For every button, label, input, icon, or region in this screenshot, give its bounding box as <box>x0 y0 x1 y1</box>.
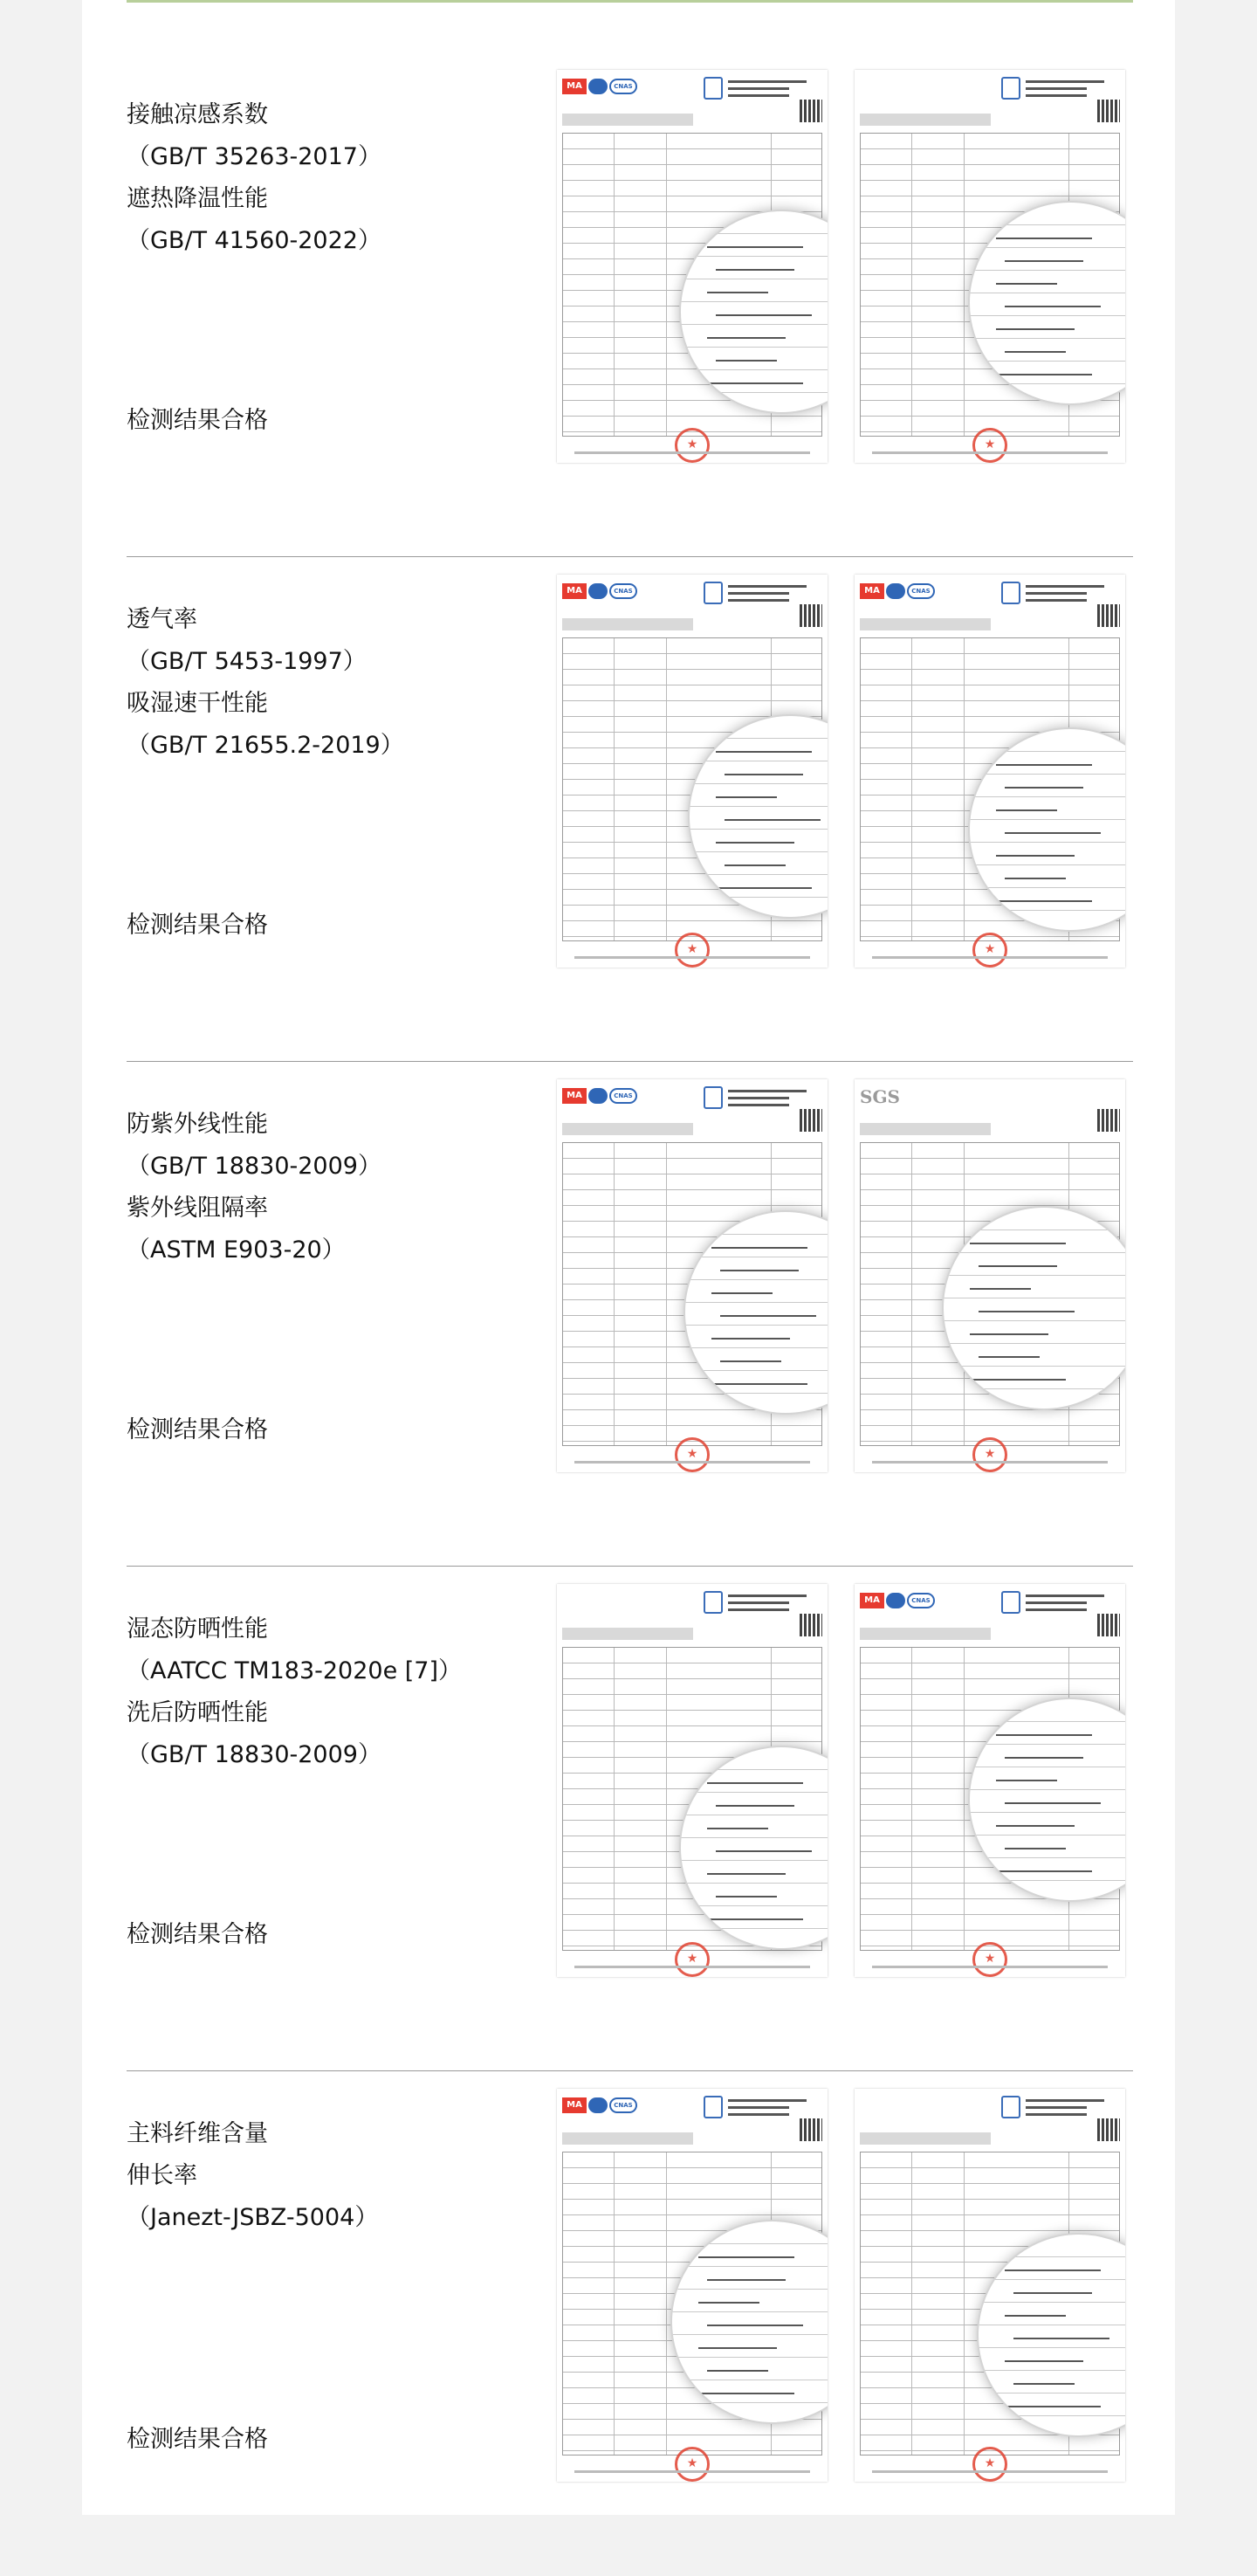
cnas-logo-icon: CNAS <box>907 1593 935 1608</box>
title-line: （GB/T 18830-2009） <box>127 1153 381 1180</box>
title-line: （GB/T 35263-2017） <box>127 143 381 170</box>
red-seal-stamp-icon <box>675 428 710 463</box>
test-result-text: 检测结果合格 <box>127 407 268 434</box>
qr-code-icon <box>800 1614 822 1636</box>
test-report-image <box>557 575 828 968</box>
red-seal-stamp-icon <box>972 428 1007 463</box>
magnified-text-line <box>716 360 777 362</box>
uts-logo-icon <box>704 1086 723 1109</box>
magnifier-lens <box>679 210 828 414</box>
title-line: （ASTM E903-20） <box>127 1236 346 1264</box>
magnified-text-line <box>970 1243 1066 1244</box>
magnified-text-line <box>707 1782 803 1784</box>
qr-code-icon <box>800 604 822 627</box>
org-name-line <box>728 1104 789 1106</box>
magnified-text-line <box>698 2393 794 2394</box>
report-header <box>562 580 822 615</box>
magnified-text-line <box>1005 787 1083 789</box>
report-footer <box>574 1966 810 1968</box>
magnified-text-line <box>996 764 1092 766</box>
title-line: 遮热降温性能 <box>127 185 268 212</box>
magnified-text-line <box>996 238 1092 239</box>
cma-logo-icon: MA <box>562 1088 587 1104</box>
magnified-text-line <box>698 2302 759 2304</box>
magnified-text-line <box>725 864 786 866</box>
magnifier-lens <box>688 714 828 919</box>
org-name-line <box>1026 94 1087 97</box>
report-title-bar <box>860 1123 991 1135</box>
test-report-image <box>855 1584 1125 1977</box>
uts-logo-icon <box>704 582 723 604</box>
org-name-line <box>1026 80 1104 83</box>
magnified-text-line <box>1005 2269 1101 2271</box>
magnified-text-line <box>725 819 821 821</box>
magnifier-lens <box>977 2233 1125 2437</box>
cnas-logo-icon: CNAS <box>907 583 935 599</box>
report-footer <box>574 1461 810 1464</box>
cma-logo-icon: MA <box>562 79 587 94</box>
test-report-image <box>855 2089 1125 2482</box>
qr-code-icon <box>800 100 822 122</box>
title-line: 防紫外线性能 <box>127 1111 268 1138</box>
magnifier-lens <box>968 201 1125 405</box>
report-header <box>860 2094 1120 2129</box>
uts-logo-icon <box>704 77 723 100</box>
red-seal-stamp-icon <box>972 933 1007 968</box>
uts-logo-icon <box>1001 2096 1020 2118</box>
report-footer <box>872 451 1108 454</box>
magnified-text-line <box>707 1918 803 1920</box>
magnified-text-line <box>716 1805 794 1807</box>
top-accent-rule <box>127 0 1133 3</box>
org-name-line <box>728 2099 807 2102</box>
test-standard-title <box>127 599 546 767</box>
cnas-logo-icon: CNAS <box>609 2097 637 2113</box>
title-line: 紫外线阻隔率 <box>127 1195 268 1222</box>
org-name-line <box>728 1601 789 1604</box>
magnified-text-line <box>716 887 812 889</box>
magnified-text-line <box>707 2325 803 2326</box>
report-title-bar <box>860 1628 991 1640</box>
report-title-bar <box>562 618 693 630</box>
title-line: 吸湿速干性能 <box>127 690 268 717</box>
magnified-text-line <box>707 2279 786 2281</box>
magnified-text-line <box>996 1825 1075 1827</box>
report-footer <box>574 956 810 959</box>
magnified-text-line <box>996 1870 1092 1872</box>
report-footer <box>872 1966 1108 1968</box>
magnified-text-line <box>1005 878 1066 879</box>
magnified-text-line <box>1005 1757 1083 1759</box>
red-seal-stamp-icon <box>972 1942 1007 1977</box>
magnified-text-line <box>996 1734 1092 1736</box>
cnas-logo-icon: CNAS <box>609 583 637 599</box>
report-footer <box>872 1461 1108 1464</box>
test-report-image <box>855 70 1125 463</box>
report-title-bar <box>860 618 991 630</box>
title-line: （Janezt-JSBZ-5004） <box>127 2204 379 2231</box>
magnified-text-line <box>979 1356 1040 1358</box>
test-report-image <box>855 1079 1125 1472</box>
magnified-text-line <box>1005 2406 1101 2407</box>
test-standard-title <box>127 2113 546 2239</box>
red-seal-stamp-icon <box>675 2447 710 2482</box>
uts-logo-icon <box>1001 582 1020 604</box>
magnified-text-line <box>720 1315 816 1317</box>
magnified-text-line <box>996 900 1092 902</box>
magnified-text-line <box>698 2347 777 2349</box>
qr-code-icon <box>1097 100 1120 122</box>
uts-logo-icon <box>1001 1591 1020 1614</box>
cma-logo-icon: MA <box>562 2097 587 2113</box>
title-line: 接触凉感系数 <box>127 101 268 128</box>
ilac-logo-icon <box>886 583 905 599</box>
magnified-text-line <box>711 1383 807 1385</box>
uts-logo-icon <box>1001 77 1020 100</box>
ilac-logo-icon <box>588 583 608 599</box>
magnified-text-line <box>1013 2383 1075 2385</box>
title-line: 湿态防晒性能 <box>127 1615 268 1643</box>
report-header <box>562 1085 822 1119</box>
test-section <box>127 1567 1133 2071</box>
red-seal-stamp-icon <box>675 1437 710 1472</box>
magnified-text-line <box>707 1873 786 1875</box>
test-report-image <box>557 70 828 463</box>
report-header <box>860 1085 1120 1119</box>
magnified-text-line <box>1013 2292 1092 2294</box>
magnified-text-line <box>716 314 812 316</box>
cnas-logo-icon: CNAS <box>609 79 637 94</box>
magnified-text-line <box>996 1780 1057 1781</box>
test-result-text: 检测结果合格 <box>127 1416 268 1443</box>
title-line: （GB/T 21655.2-2019） <box>127 732 404 759</box>
org-name-line <box>1026 2106 1087 2109</box>
report-title-bar <box>860 114 991 126</box>
cma-logo-icon: MA <box>562 583 587 599</box>
test-standard-title <box>127 94 546 262</box>
test-standard-title <box>127 1104 546 1271</box>
title-line: （GB/T 5453-1997） <box>127 648 367 675</box>
magnified-text-line <box>711 1247 807 1249</box>
magnifier-lens <box>968 1698 1125 1902</box>
test-section <box>127 557 1133 1062</box>
org-name-line <box>1026 1608 1087 1611</box>
magnified-text-line <box>720 1270 799 1271</box>
ilac-logo-icon <box>588 79 608 94</box>
org-name-line <box>1026 1595 1104 1597</box>
org-name-line <box>1026 592 1087 595</box>
org-name-line <box>728 1595 807 1597</box>
magnified-text-line <box>707 292 768 293</box>
qr-code-icon <box>1097 1109 1120 1132</box>
magnified-text-line <box>716 796 777 798</box>
org-name-line <box>728 87 789 90</box>
report-header <box>562 75 822 110</box>
magnified-text-line <box>716 842 794 844</box>
red-seal-stamp-icon <box>675 933 710 968</box>
ilac-logo-icon <box>588 1088 608 1104</box>
test-standard-title <box>127 1608 546 1776</box>
magnified-text-line <box>1005 351 1066 353</box>
org-name-line <box>1026 2099 1104 2102</box>
magnifier-lens <box>683 1210 828 1415</box>
report-title-bar <box>562 114 693 126</box>
title-line: 伸长率 <box>127 2162 197 2189</box>
cnas-logo-icon: CNAS <box>609 1088 637 1104</box>
magnified-text-line <box>970 1379 1066 1381</box>
qr-code-icon <box>1097 604 1120 627</box>
magnified-text-line <box>996 283 1057 285</box>
report-header <box>860 75 1120 110</box>
org-name-line <box>728 2113 789 2116</box>
org-name-line <box>728 592 789 595</box>
magnified-text-line <box>707 337 786 339</box>
test-report-image <box>855 575 1125 968</box>
report-title-bar <box>562 1123 693 1135</box>
magnified-text-line <box>1005 1802 1101 1804</box>
ilac-logo-icon <box>588 2097 608 2113</box>
org-name-line <box>728 94 789 97</box>
magnified-text-line <box>996 374 1092 375</box>
magnified-text-line <box>1005 306 1101 307</box>
magnified-text-line <box>716 1850 812 1852</box>
magnified-text-line <box>979 1311 1075 1312</box>
magnifier-lens <box>670 2220 828 2424</box>
report-footer <box>872 2470 1108 2473</box>
title-line: （GB/T 41560-2022） <box>127 227 381 254</box>
report-title-bar <box>562 2132 693 2145</box>
org-name-line <box>728 1608 789 1611</box>
report-title-bar <box>562 1628 693 1640</box>
report-header <box>860 580 1120 615</box>
magnified-text-line <box>707 246 803 248</box>
org-name-line <box>728 585 807 588</box>
uts-logo-icon <box>704 2096 723 2118</box>
test-section <box>127 52 1133 557</box>
magnified-text-line <box>707 382 803 384</box>
qr-code-icon <box>800 2118 822 2141</box>
cma-logo-icon: MA <box>860 583 884 599</box>
cma-logo-icon: MA <box>860 1593 884 1608</box>
magnifier-lens <box>679 1746 828 1950</box>
magnified-text-line <box>1013 2338 1109 2339</box>
magnified-text-line <box>698 2256 794 2258</box>
magnified-text-line <box>996 809 1057 811</box>
qr-code-icon <box>1097 1614 1120 1636</box>
magnified-text-line <box>725 774 803 775</box>
magnified-text-line <box>707 2370 768 2372</box>
magnified-text-line <box>970 1288 1031 1290</box>
test-report-image <box>557 1079 828 1472</box>
uts-logo-icon <box>704 1591 723 1614</box>
sgs-logo-icon: SGS <box>860 1086 900 1107</box>
magnified-text-line <box>711 1292 773 1294</box>
title-line: （GB/T 18830-2009） <box>127 1741 381 1768</box>
test-section <box>127 1062 1133 1567</box>
org-name-line <box>1026 1601 1087 1604</box>
magnified-text-line <box>996 328 1075 330</box>
qr-code-icon <box>1097 2118 1120 2141</box>
report-footer <box>574 2470 810 2473</box>
report-footer <box>574 451 810 454</box>
report-footer <box>872 956 1108 959</box>
title-line: （AATCC TM183-2020e [7]） <box>127 1657 463 1684</box>
report-header <box>562 2094 822 2129</box>
magnified-text-line <box>720 1360 781 1362</box>
test-report-image <box>557 2089 828 2482</box>
org-name-line <box>1026 2113 1087 2116</box>
magnified-text-line <box>711 1338 790 1340</box>
report-header <box>860 1589 1120 1624</box>
magnified-text-line <box>979 1265 1057 1267</box>
org-name-line <box>728 599 789 602</box>
report-title-bar <box>860 2132 991 2145</box>
test-section <box>127 2071 1133 2576</box>
org-name-line <box>1026 599 1087 602</box>
magnified-text-line <box>1005 1848 1066 1849</box>
ilac-logo-icon <box>886 1593 905 1608</box>
magnified-text-line <box>1005 2315 1066 2317</box>
title-line: 洗后防晒性能 <box>127 1699 268 1726</box>
red-seal-stamp-icon <box>972 1437 1007 1472</box>
red-seal-stamp-icon <box>972 2447 1007 2482</box>
magnified-text-line <box>996 855 1075 857</box>
magnified-text-line <box>707 1828 768 1829</box>
test-result-text: 检测结果合格 <box>127 912 268 939</box>
qr-code-icon <box>800 1109 822 1132</box>
magnifier-lens <box>942 1206 1125 1410</box>
test-report-image <box>557 1584 828 1977</box>
title-line: 主料纤维含量 <box>127 2120 268 2147</box>
org-name-line <box>728 80 807 83</box>
magnified-text-line <box>716 1896 777 1898</box>
org-name-line <box>728 2106 789 2109</box>
magnified-text-line <box>716 269 794 271</box>
report-header <box>562 1589 822 1624</box>
title-line: 透气率 <box>127 606 197 633</box>
test-result-text: 检测结果合格 <box>127 2426 268 2453</box>
org-name-line <box>728 1090 807 1092</box>
magnified-text-line <box>716 751 812 753</box>
org-name-line <box>1026 585 1104 588</box>
magnified-text-line <box>1005 832 1101 834</box>
magnified-text-line <box>1005 2360 1083 2362</box>
org-name-line <box>728 1097 789 1099</box>
magnified-text-line <box>970 1333 1048 1335</box>
test-result-text: 检测结果合格 <box>127 1921 268 1948</box>
magnified-text-line <box>1005 260 1083 262</box>
org-name-line <box>1026 87 1087 90</box>
magnifier-lens <box>968 727 1125 932</box>
